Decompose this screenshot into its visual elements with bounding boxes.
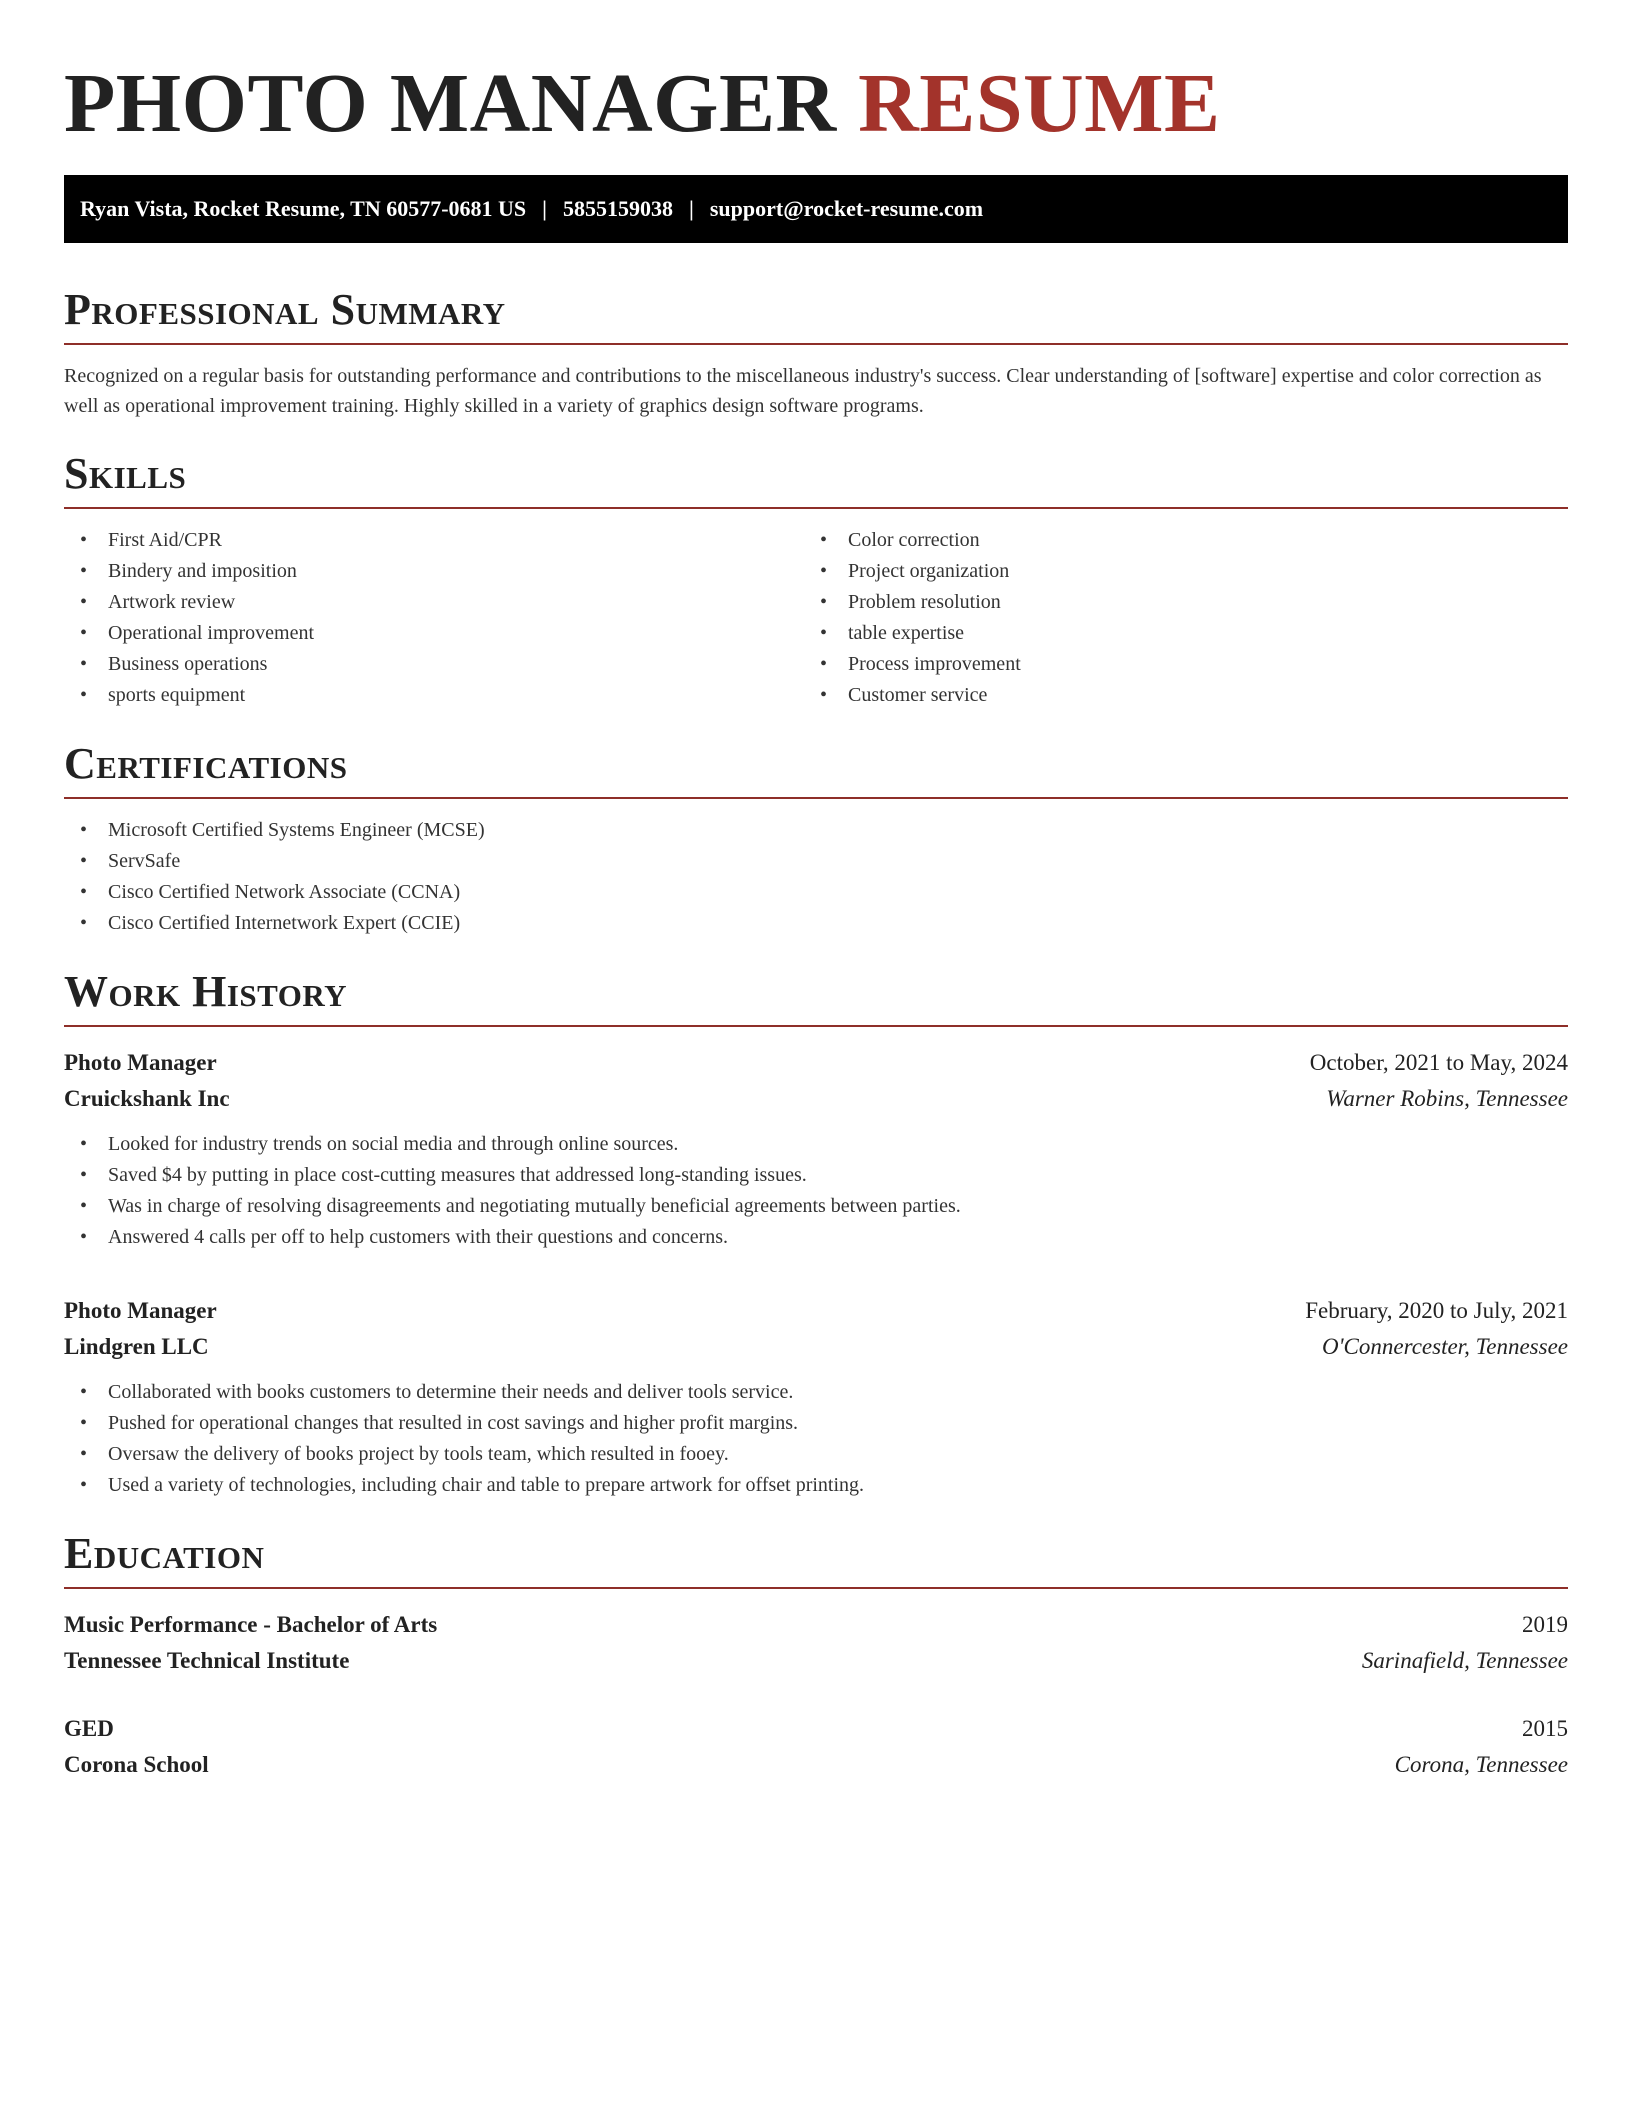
education-section <box>64 1531 1568 1783</box>
contact-separator: | <box>542 196 548 221</box>
job-entry <box>64 1293 1568 1501</box>
job-title: Photo Manager <box>64 1298 217 1323</box>
resume-title <box>64 58 1568 150</box>
skill-item: • Color correction <box>804 525 1544 556</box>
job-title: Photo Manager <box>64 1050 217 1075</box>
skills-list-right <box>804 525 1544 711</box>
job-bullet: • Oversaw the delivery of books project by tools team, which resulted in fooey. <box>64 1439 1568 1470</box>
contact-phone: 5855159038 <box>563 196 674 221</box>
education-school: Corona School <box>64 1752 209 1777</box>
job-bullet: • Collaborated with books customers to determine their needs and deliver tools service. <box>64 1377 1568 1408</box>
skill-item: • table expertise <box>804 618 1544 649</box>
certification-item: • Cisco Certified Network Associate (CCNA) <box>64 877 1568 908</box>
job-company: Cruickshank Inc <box>64 1086 230 1111</box>
job-dates: February, 2020 to July, 2021 <box>1305 1298 1568 1323</box>
skills-heading: Skills <box>64 451 1568 509</box>
contact-email: support@rocket-resume.com <box>709 196 984 221</box>
job-bullets <box>64 1129 1568 1253</box>
education-degree: Music Performance - Bachelor of Arts <box>64 1612 438 1637</box>
skill-item: • First Aid/CPR <box>64 525 804 556</box>
education-entry <box>64 1711 1568 1783</box>
education-entry <box>64 1607 1568 1679</box>
job-bullet: • Looked for industry trends on social media and through online sources. <box>64 1129 1568 1160</box>
certifications-heading: Certifications <box>64 741 1568 799</box>
contact-address: Ryan Vista, Rocket Resume, TN 60577-0681 US <box>80 196 527 221</box>
certification-item: • Cisco Certified Internetwork Expert (CCIE) <box>64 908 1568 939</box>
skills-grid <box>64 509 1568 711</box>
skill-item: • Operational improvement <box>64 618 804 649</box>
job-bullet: • Answered 4 calls per off to help customers with their questions and concerns. <box>64 1222 1568 1253</box>
contact-bar <box>64 175 1568 243</box>
skill-item: • Artwork review <box>64 587 804 618</box>
certifications-list <box>64 815 1568 939</box>
job-entry <box>64 1045 1568 1253</box>
skill-item: • Business operations <box>64 649 804 680</box>
job-company-row <box>64 1081 1568 1117</box>
education-degree-row <box>64 1607 1568 1643</box>
skill-item: • Customer service <box>804 680 1544 711</box>
education-year: 2019 <box>1522 1612 1568 1637</box>
education-degree: GED <box>64 1716 114 1741</box>
summary-section <box>64 287 1568 421</box>
work-history-heading: Work History <box>64 969 1568 1027</box>
skill-item: • Problem resolution <box>804 587 1544 618</box>
education-location: Corona, Tennessee <box>1394 1752 1568 1777</box>
job-company: Lindgren LLC <box>64 1334 209 1359</box>
summary-heading: Professional Summary <box>64 287 1568 345</box>
job-header-row <box>64 1293 1568 1329</box>
education-school: Tennessee Technical Institute <box>64 1648 350 1673</box>
resume-page <box>64 0 1568 1783</box>
job-bullet: • Pushed for operational changes that resulted in cost savings and higher profit margins. <box>64 1408 1568 1439</box>
education-degree-row <box>64 1711 1568 1747</box>
contact-separator: | <box>689 196 694 221</box>
job-bullet: • Used a variety of technologies, including chair and table to prepare artwork for offset printing. <box>64 1470 1568 1501</box>
job-location: O'Connercester, Tennessee <box>1322 1334 1568 1359</box>
skill-item: • Project organization <box>804 556 1544 587</box>
title-accent: RESUME <box>858 57 1221 150</box>
summary-text: Recognized on a regular basis for outstanding performance and contributions to the miscellaneous industry's success. Clear understanding of [software] expertise and color correction as well as operational improvement training. Highly skilled in a variety of graphics design software programs. <box>64 365 1542 417</box>
skill-item: • Process improvement <box>804 649 1544 680</box>
job-bullets <box>64 1377 1568 1501</box>
skill-item: • sports equipment <box>64 680 804 711</box>
education-school-row <box>64 1643 1568 1679</box>
work-history-section <box>64 969 1568 1501</box>
education-location: Sarinafield, Tennessee <box>1361 1648 1568 1673</box>
education-school-row <box>64 1747 1568 1783</box>
job-bullet: • Saved $4 by putting in place cost-cutting measures that addressed long-standing issues. <box>64 1160 1568 1191</box>
title-main: PHOTO MANAGER <box>64 57 837 150</box>
job-bullet: • Was in charge of resolving disagreements and negotiating mutually beneficial agreements between parties. <box>64 1191 1568 1222</box>
skills-section <box>64 451 1568 711</box>
job-location: Warner Robins, Tennessee <box>1326 1086 1568 1111</box>
skills-list-left <box>64 525 804 711</box>
job-header-row <box>64 1045 1568 1081</box>
certification-item: • ServSafe <box>64 846 1568 877</box>
certification-item: • Microsoft Certified Systems Engineer (MCSE) <box>64 815 1568 846</box>
education-year: 2015 <box>1522 1716 1568 1741</box>
skill-item: • Bindery and imposition <box>64 556 804 587</box>
job-dates: October, 2021 to May, 2024 <box>1309 1050 1568 1075</box>
education-heading: Education <box>64 1531 1568 1589</box>
certifications-section <box>64 741 1568 939</box>
job-company-row <box>64 1329 1568 1365</box>
